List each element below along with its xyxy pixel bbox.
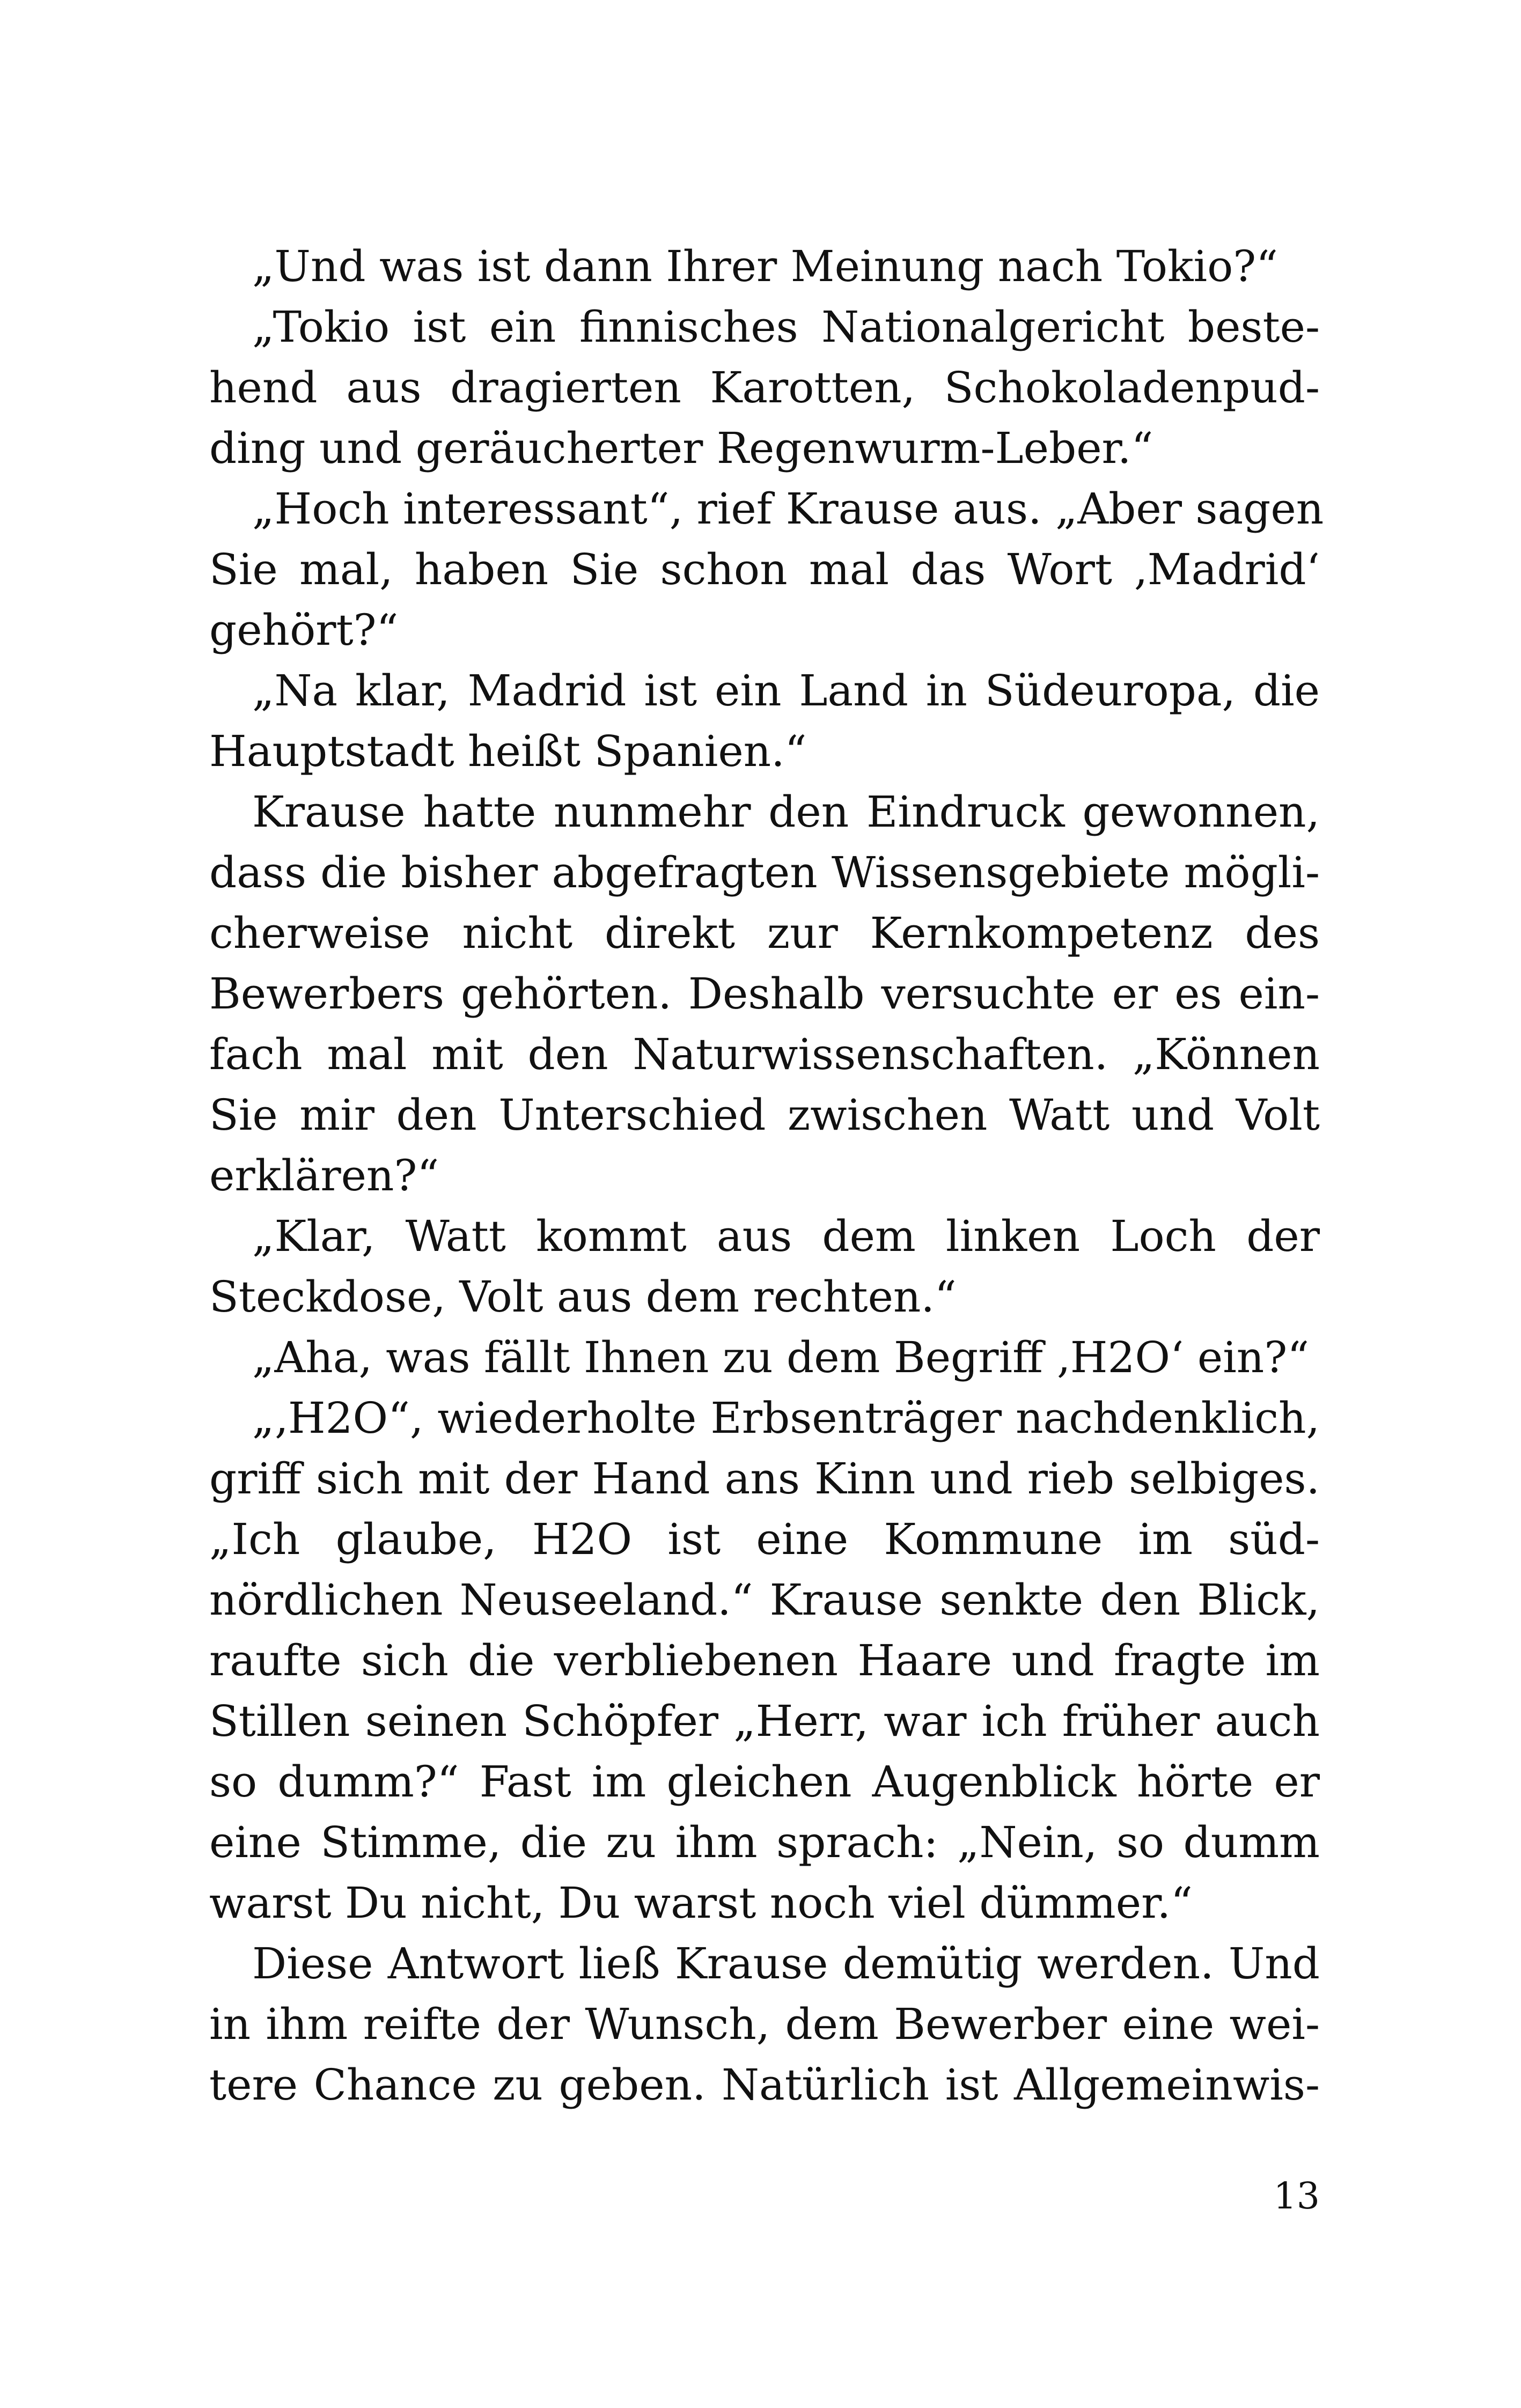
text-line: raufte sich die verbliebenen Haare und fragte im bbox=[209, 1636, 1320, 1685]
text-line: fach mal mit den Naturwissenschaften. „Können bbox=[209, 1029, 1320, 1079]
text-line: nördlichen Neuseeland.“ Krause senkte den Blick, bbox=[209, 1575, 1320, 1625]
text-line: hend aus dragierten Karotten, Schokoladenpud- bbox=[209, 363, 1320, 413]
text-line: Bewerbers gehörten. Deshalb versuchte er es ein- bbox=[209, 969, 1320, 1019]
text-line: Steckdose, Volt aus dem rechten.“ bbox=[209, 1272, 957, 1322]
text-line: „Aha, was fällt Ihnen zu dem Begriff ‚H2O‘ ein?“ bbox=[252, 1332, 1310, 1382]
text-line: „‚H2O“, wiederholte Erbsenträger nachdenklich, bbox=[252, 1393, 1320, 1443]
text-line: „Hoch interessant“, rief Krause aus. „Aber sagen bbox=[252, 484, 1324, 534]
text-line: griff sich mit der Hand ans Kinn und rieb selbiges. bbox=[209, 1454, 1320, 1504]
text-line: Krause hatte nunmehr den Eindruck gewonnen, bbox=[252, 787, 1320, 837]
text-line: Stillen seinen Schöpfer „Herr, war ich früher auch bbox=[209, 1696, 1320, 1746]
text-line: Sie mal, haben Sie schon mal das Wort ‚Madrid‘ bbox=[209, 544, 1320, 594]
text-line: so dumm?“ Fast im gleichen Augenblick hörte er bbox=[209, 1757, 1320, 1807]
body-text bbox=[209, 236, 1324, 2115]
text-line: erklären?“ bbox=[209, 1151, 439, 1201]
text-line: „Und was ist dann Ihrer Meinung nach Tokio?“ bbox=[252, 241, 1278, 291]
text-line: „Klar, Watt kommt aus dem linken Loch der bbox=[252, 1211, 1320, 1261]
text-line: tere Chance zu geben. Natürlich ist Allgemeinwis- bbox=[209, 2060, 1320, 2110]
text-line: ding und geräucherter Regenwurm-Leber.“ bbox=[209, 423, 1153, 473]
text-line: Diese Antwort ließ Krause demütig werden. Und bbox=[252, 1939, 1320, 1989]
page-number: 13 bbox=[1273, 2175, 1320, 2218]
text-line: Hauptstadt heißt Spanien.“ bbox=[209, 726, 807, 776]
text-line: eine Stimme, die zu ihm sprach: „Nein, so dumm bbox=[209, 1817, 1320, 1867]
text-line: gehört?“ bbox=[209, 605, 399, 655]
text-line: dass die bisher abgefragten Wissensgebiete mögli- bbox=[209, 848, 1320, 897]
text-line: warst Du nicht, Du warst noch viel dümmer.“ bbox=[209, 1878, 1193, 1928]
text-line: „Ich glaube, H2O ist eine Kommune im süd- bbox=[209, 1514, 1320, 1564]
text-line: „Tokio ist ein finnisches Nationalgericht beste- bbox=[252, 302, 1320, 352]
text-line: cherweise nicht direkt zur Kernkompetenz des bbox=[209, 908, 1320, 958]
text-line: „Na klar, Madrid ist ein Land in Südeuropa, die bbox=[252, 666, 1320, 716]
text-line: Sie mir den Unterschied zwischen Watt und Volt bbox=[209, 1090, 1320, 1140]
text-line: in ihm reifte der Wunsch, dem Bewerber eine wei- bbox=[209, 1999, 1320, 2049]
